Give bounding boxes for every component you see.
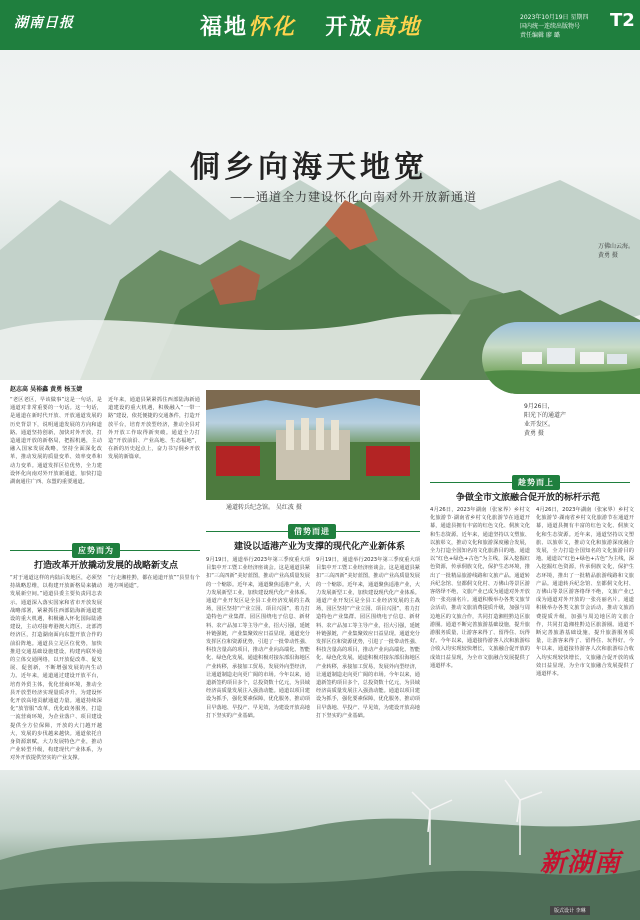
section2-tag: 借势而进 [288,524,336,539]
section2-body-col1: 9月19日，通道举行2023年第三季度重大项目集中开工暨工业经济座谈会。这是通道县紧扣“三高四新”美好蓝图，推动产业高质量发展的一个缩影。近年来，通道聚焦适港产业，大力发展新型工业，加快建设现代化产业体系。通道产业开发区是全县工业经济发展的主战场，园区坚持“产业立园、项目兴园”，着力打造特色产业集群。园区围绕电子信息、新材料、农产品加工等主导产业，招大引强，延链补链强链，产业集聚效应日益显现。通道充分发挥区位和资源优势，引进了一批带动性强、科技含量高的项目，推动产业向高端化、智能化、绿色化发展。通道积极对接东部沿海地区产业转移，承接加工贸易，发展外向型经济，让通道制造走向更广阔的市场。今年以来，通道新签约项目多个，总投资数十亿元，为县域经济高质量发展注入强劲动能。通道以项目建设为抓手，强化要素保障，优化服务，推动项目早落地、早投产、早见效，为建设开放高地打下坚实的产业基础。 [206,557,310,719]
memorial-photo [206,390,420,500]
title-left-script: 怀化 [248,14,297,40]
section1-title: 打造改革开放撬动发展的战略新支点 [34,561,179,571]
page-editor: 责任编辑 廖 璐 [520,32,560,39]
serial-line: 国内统一连续出版物号 [520,23,581,30]
industrial-park-illustration [482,322,640,394]
footer-credit: 版式设计 李琳 [550,906,590,915]
section1-body-col2: “行走湘桂黔，都在通道开放”“县里有个地方叫通道”。 [108,575,200,590]
section2-body-col2: 9月19日，通道举行2023年第三季度重大项目集中开工暨工业经济座谈会。这是通道县紧扣“三高四新”美好蓝图，推动产业高质量发展的一个缩影。近年来，通道聚焦适港产业，大力发展新型工业，加快建设现代化产业体系。通道产业开发区是全县工业经济发展的主战场，园区坚持“产业立园、项目兴园”，着力打造特色产业集群。园区围绕电子信息、新材料、农产品加工等主导产业，招大引强，延链补链强链，产业集聚效应日益显现。通道充分发挥区位和资源优势，引进了一批带动性强、科技含量高的项目，推动产业向高端化、智能化、绿色化发展。通道积极对接东部沿海地区产业转移，承接加工贸易，发展外向型经济，让通道制造走向更广阔的市场。今年以来，通道新签约项目多个，总投资数十亿元，为县域经济高质量发展注入强劲动能。通道以项目建设为抓手，强化要素保障，优化服务，推动项目早落地、早投产、早见效，为建设开放高地打下坚实的产业基础。 [316,557,420,719]
section3-body-col1: 4月26日，2023年湖南（张家界）乡村文化旅游节·湖南省乡村文化旅游节在通道开幕，通道县拥有丰富的红色文化、侗族文化和生态资源。近年来，通道坚持以文塑旅、以旅彰文，推动文化和旅游深度融合发展，全力打造全国知名的文化旅游目的地。通道以“红色+绿色+古色”为主线，深入挖掘红色资源，传承侗族文化，保护生态环境，推出了一批精品旅游线路和文旅产品。通道转兵纪念馆、皇都侗文化村、万佛山等景区游客络绎不绝，文旅产业已成为通道对外开放的一张亮丽名片。通道积极举办各类文旅节会活动，推动文旅消费提质升级，加强与周边地区的文旅合作，共同打造湘桂黔边区旅游圈。通道不断完善旅游基础设施，提升旅游服务质量，让游客来得了、留得住、玩得好。今年以来，通道接待游客人次和旅游综合收入均实现较快增长，文旅融合促开放的成效日益显现，为全市文旅融合发展提供了通道样本。 [430,507,530,669]
newspaper-logo: 湖南日报 [14,15,74,31]
main-subheadline: ——通道全力建设怀化向南对外开放新通道 [230,190,478,204]
mountain-caption: 万佛山云海。 黄勇 摄 [598,243,635,259]
intro-column-1: “老区老区，早该做事”这是一句话，是通道对非常重要的一句话。这一句话，是通道在新时代开放、开放通道发展的历史背景下，说明通道发展的方向和道路。通道坚持创新，加快对外开放，打造通道开放的新格局，把握机遇，主动融入国家发展战略，坚持全面深化改革，推动发展的质量变革、效率变革和动力变革。通道发挥区位优势，全力建设怀化向南对外开放新通道，加快打造湖南通往广西、东盟的重要通道。 [10,397,102,486]
masthead [0,0,640,50]
issue-date [520,13,588,31]
section3-title: 争做全市文旅融合促开放的标杆示范 [456,493,601,503]
section3-body-col2: 4月26日，2023年湖南（张家界）乡村文化旅游节·湖南省乡村文化旅游节在通道开幕，通道县拥有丰富的红色文化、侗族文化和生态资源。近年来，通道坚持以文塑旅、以旅彰文，推动文化和旅游深度融合发展，全力打造全国知名的文化旅游目的地。通道以“红色+绿色+古色”为主线，深入挖掘红色资源，传承侗族文化，保护生态环境，推出了一批精品旅游线路和文旅产品。通道转兵纪念馆、皇都侗文化村、万佛山等景区游客络绎不绝，文旅产业已成为通道对外开放的一张亮丽名片。通道积极举办各类文旅节会活动，推动文旅消费提质升级，加强与周边地区的文旅合作，共同打造湘桂黔边区旅游圈。通道不断完善旅游基础设施，提升旅游服务质量，让游客来得了、留得住、玩得好。今年以来，通道接待游客人次和旅游综合收入均实现较快增长，文旅融合促开放的成效日益显现，为全市文旅融合发展提供了通道样本。 [536,507,634,678]
park-caption: 9月26日， 阳光下的通道产 业开发区。 黄勇 摄 [524,403,567,437]
main-headline: 侗乡向海天地宽 [190,150,428,185]
section2-title: 建设以适港产业为支撑的现代化产业新体系 [234,542,406,552]
section1-body-col1: “对于通道这样的内陆后发地区，必须坚持战略思维，以构建开放新格局来撬动发展新空间。”通道县委主要负责同志表示。通道深入落实国家和省市开放发展战略部署，紧紧抓住西部陆海新通道建设的重大机遇，积极融入怀化国际陆港建设，主动对接粤港澳大湾区、北部湾经济区，打造湖南面向东盟开放合作的前沿阵地。通道县立足区位优势，加快推进交通基础设施建设，构建内联外通的立体交通网络，以开放促改革、促发展、促创新，不断增强发展的内生动力。近年来，通道通过建设开放平台，培育外贸主体，优化营商环境，推动全县开放型经济实现量质齐升，为建设怀化开放高地贡献通道力量。通道持续深化“放管服”改革，优化政务服务，打造一流营商环境，为企业落户、项目建设提供全方位保障，开放的大门越开越大，发展的步伐越来越快。通道依托自身资源禀赋，大力发展特色产业，推动产业转型升级，构建现代产业体系，为对外开放提供坚实的产业支撑。 [10,575,102,762]
intro-column-2: 近年来，通道县紧紧抓住西部陆海新通道建设的重大机遇，积极融入“一带一路”建设，依托便捷的交通条件，打造开放平台，培育开放型经济，推动全县对外开放工作取得新突破。通道全力打造“开放前沿、产业高地、生态福地”，在新的历史起点上，奋力书写侗乡开放发展的新篇章。 [108,397,200,461]
memorial-caption: 通道转兵纪念馆。 吴红波 摄 [226,504,302,511]
section1-tag: 应势而为 [72,543,120,558]
memorial-illustration [206,390,420,500]
title-right-script: 高地 [373,14,422,40]
title-right: 开放 [325,14,374,40]
brand-logo: 新湖南 [540,848,622,878]
article-byline: 赵志高 吴裕鑫 黄勇 杨玉婕 [10,386,83,393]
date-line: 2023年10月19日 星期四 [520,14,589,21]
title-left: 福地 [200,14,249,40]
industrial-park-photo [482,322,640,394]
page-number: T2 [610,10,635,31]
section3-tag: 趁势而上 [512,475,560,490]
page-theme-title [200,10,421,41]
